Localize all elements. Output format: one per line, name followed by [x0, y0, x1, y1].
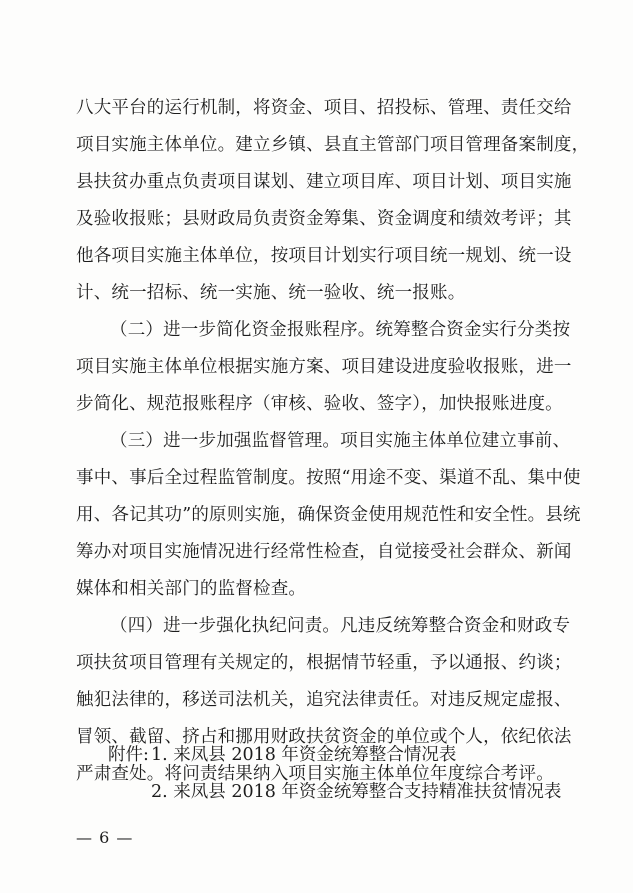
- paragraph-3-line-4: 筹办对项目实施情况进行经常性检查，自觉接受社会群众、新闻: [76, 542, 572, 562]
- attachment-item-2: 2. 来凤县 2018 年资金统筹整合支持精准扶贫情况表: [151, 782, 562, 802]
- paragraph-3-line-3: 用、各记其功”的原则实施，确保资金使用规范性和安全性。县统: [76, 505, 581, 525]
- paragraph-3-line-5: 媒体和相关部门的监督检查。: [76, 579, 307, 599]
- paragraph-4-line-3: 触犯法律的，移送司法机关，追究法律责任。对违反规定虚报、: [76, 690, 572, 710]
- attachment-item-1: 1. 来凤县 2018 年资金统筹整合情况表: [151, 745, 457, 765]
- paragraph-1-line-4: 及验收报账；县财政局负责资金筹集、资金调度和绩效考评；其: [76, 209, 572, 229]
- paragraph-3-line-1: （三）进一步加强监督管理。项目实施主体单位建立事前、: [110, 431, 571, 451]
- page-number: — 6 —: [76, 828, 134, 847]
- paragraph-4-line-1: （四）进一步强化执纪问责。凡违反统筹整合资金和财政专: [110, 616, 571, 636]
- paragraph-1-line-5: 他各项目实施主体单位，按项目计划实行项目统一规划、统一设: [76, 246, 572, 266]
- paragraph-1-line-3: 县扶贫办重点负责项目谋划、建立项目库、项目计划、项目实施: [76, 172, 572, 192]
- paragraph-4-line-2: 项扶贫项目管理有关规定的，根据情节轻重，予以通报、约谈；: [76, 653, 572, 673]
- attachment-label: 附件:: [108, 745, 149, 765]
- paragraph-1-line-6: 计、统一招标、统一实施、统一验收、统一报账。: [76, 283, 466, 303]
- paragraph-1-line-1: 八大平台的运行机制，将资金、项目、招投标、管理、责任交给: [76, 98, 572, 118]
- paragraph-4-line-5: 严肃查处。将问责结果纳入项目实施主体单位年度综合考评。: [76, 764, 554, 784]
- paragraph-2-line-3: 步简化、规范报账程序（审核、验收、签字），加快报账进度。: [76, 394, 563, 414]
- paragraph-3-line-2: 事中、事后全过程监管制度。按照“用途不变、渠道不乱、集中使: [76, 468, 581, 488]
- paragraph-4-line-4: 冒领、截留、挤占和挪用财政扶贫资金的单位或个人，依纪依法: [76, 727, 572, 747]
- paragraph-1-line-2: 项目实施主体单位。建立乡镇、县直主管部门项目管理备案制度，: [76, 135, 590, 155]
- paragraph-2-line-1: （二）进一步简化资金报账程序。统筹整合资金实行分类按: [110, 320, 571, 340]
- paragraph-2-line-2: 项目实施主体单位根据实施方案、项目建设进度验收报账，进一: [76, 357, 572, 377]
